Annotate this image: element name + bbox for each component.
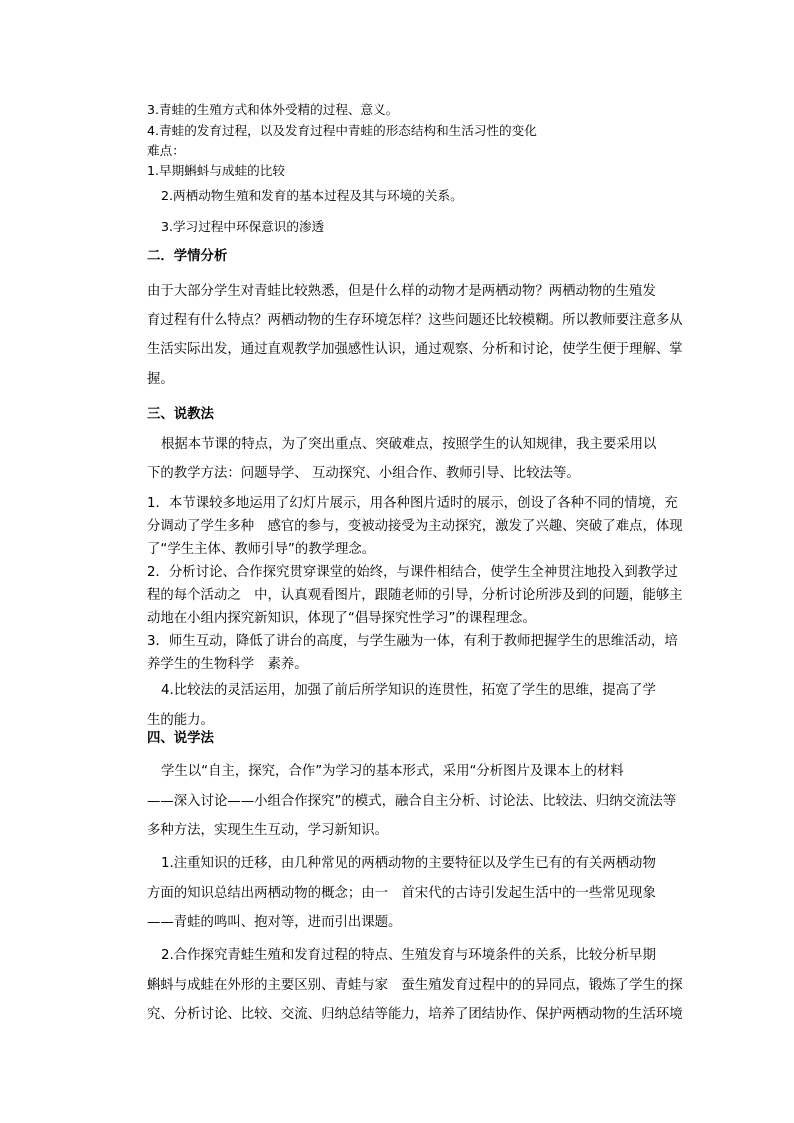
paragraph-line: 握。 <box>147 372 174 387</box>
paragraph-line: 育过程有什么特点？两栖动物的生存环境怎样？这些问题还比较模糊。所以教师要注意多从 <box>147 313 683 328</box>
paragraph-line: 2.合作探究青蛙生殖和发育过程的特点、生殖发育与环境条件的关系，比较分析早期 <box>161 948 656 963</box>
paragraph-line: 3．师生互动，降低了讲台的高度，与学生融为一体，有利于教师把握学生的思维活动，培 <box>147 634 678 649</box>
paragraph-line: 由于大部分学生对青蛙比较熟悉，但是什么样的动物才是两栖动物？两栖动物的生殖发 <box>147 284 656 299</box>
paragraph-line: 究、分析讨论、比较、交流、归纳总结等能力，培养了团结协作、保护两栖动物的生活环境 <box>147 1007 683 1022</box>
difficulty-2: 2.两栖动物生殖和发育的基本过程及其与环境的关系。 <box>161 188 463 203</box>
difficulty-3: 3.学习过程中环保意识的渗透 <box>161 219 325 234</box>
key-point-3: 3.青蛙的生殖方式和体外受精的过程、意义。 <box>147 102 399 117</box>
paragraph-line: 根据本节课的特点，为了突出重点、突破难点，按照学生的认知规律，我主要采用以 <box>161 437 657 452</box>
section-heading-learning-analysis: 二．学情分析 <box>147 249 228 264</box>
section-heading-teaching-methods: 三、说教法 <box>147 407 214 422</box>
paragraph-line: 1．本节课较多地运用了幻灯片展示，用各种图片适时的展示，创设了各种不同的情境，充 <box>147 496 678 511</box>
paragraph-line: 下的教学方法：问题导学、 互动探究、小组合作、教师引导、比较法等。 <box>147 466 580 481</box>
paragraph-line: 生活实际出发，通过直观教学加强感性认识，通过观察、分析和讨论，使学生便于理解、掌 <box>147 342 683 357</box>
paragraph-line: 2．分析讨论、合作探究贯穿课堂的始终，与课件相结合，使学生全神贯注地投入到教学过 <box>147 565 678 580</box>
difficulty-1: 1.早期蝌蚪与成蛙的比较 <box>147 163 285 178</box>
paragraph-line: 1.注重知识的迁移，由几种常见的两栖动物的主要特征以及学生已有的有关两栖动物 <box>161 856 656 871</box>
section-heading-learning-methods: 四、说学法 <box>147 731 214 746</box>
paragraph-line: 多种方法，实现生生互动，学习新知识。 <box>147 823 389 838</box>
paragraph-line: 生的能力。 <box>147 713 214 728</box>
paragraph-line: 分调动了学生多种 感官的参与，变被动接受为主动探究，激发了兴趣、突破了难点，体现 <box>147 519 683 534</box>
paragraph-line: 动地在小组内探究新知识，体现了“倡导探究性学习”的课程理念。 <box>147 611 536 626</box>
paragraph-line: 4.比较法的灵活运用，加强了前后所学知识的连贯性，拓宽了学生的思维，提高了学 <box>161 683 656 698</box>
paragraph-line: 蝌蚪与成蛙在外形的主要区别、青蛙与家 蚕生殖发育过程中的的异同点，锻炼了学生的探 <box>147 978 683 993</box>
paragraph-line: 方面的知识总结出两栖动物的概念；由一 首宋代的古诗引发起生活中的一些常见现象 <box>147 886 656 901</box>
paragraph-line: ——青蛙的鸣叫、抱对等，进而引出课题。 <box>147 915 402 930</box>
key-point-4: 4.青蛙的发育过程，以及发育过程中青蛙的形态结构和生活习性的变化 <box>147 123 537 138</box>
difficulties-heading: 难点： <box>147 143 185 158</box>
paragraph-line: 了“学生主体、教师引导”的教学理念。 <box>147 542 376 557</box>
paragraph-line: 程的每个活动之 中，认真观看图片，跟随老师的引导，分析讨论所涉及到的问题，能够主 <box>147 588 683 603</box>
paragraph-line: 养学生的生物科学 素养。 <box>147 657 308 672</box>
paragraph-line: 学生以“自主，探究，合作”为学习的基本形式，采用“分析图片及课本上的材料 <box>161 764 624 779</box>
paragraph-line: ——深入讨论——小组合作探究”的模式，融合自主分析、讨论法、比较法、归纳交流法等 <box>147 794 677 809</box>
